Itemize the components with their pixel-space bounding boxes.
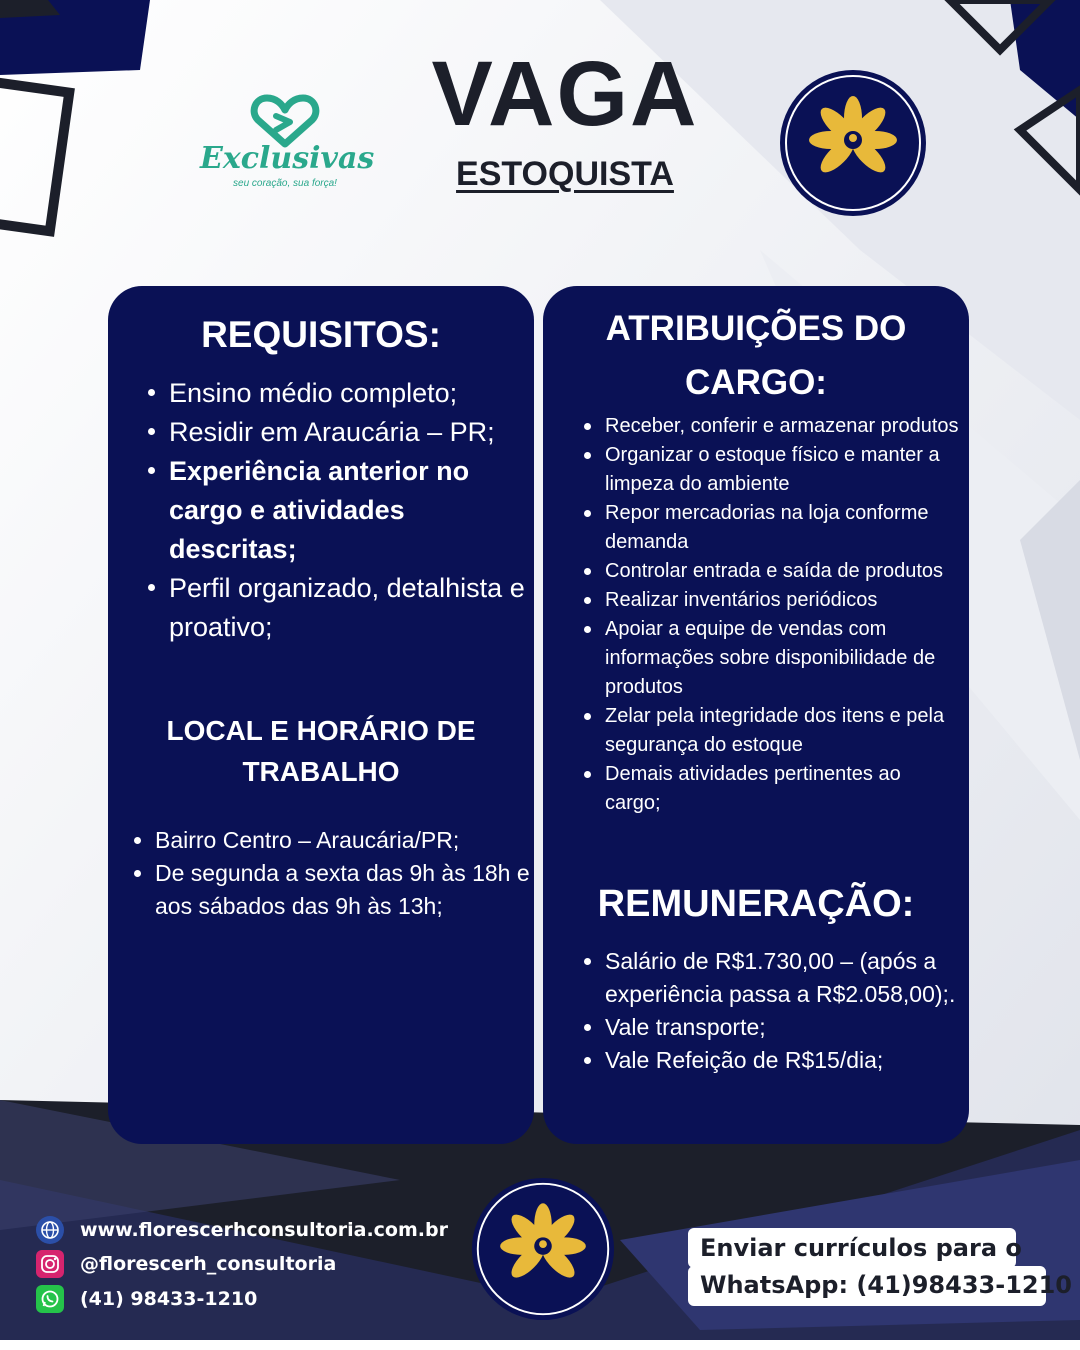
list-item: Experiência anterior no cargo e atividades descritas;	[169, 452, 529, 569]
list-item: Realizar inventários periódicos	[605, 586, 960, 615]
globe-icon	[36, 1216, 64, 1244]
list-item: Salário de R$1.730,00 – (após a experiência passa a R$2.058,00);.	[605, 945, 965, 1011]
brand-name: Exclusivas	[200, 141, 375, 176]
list-item: De segunda a sexta das 9h às 18h e aos sábados das 9h às 13h;	[155, 857, 530, 923]
list-item: Receber, conferir e armazenar produtos	[605, 412, 960, 441]
cta-line2: WhatsApp: (41)98433-1210	[700, 1271, 1072, 1299]
instagram-text: @florescerh_consultoria	[80, 1253, 337, 1275]
whatsapp-text: (41) 98433-1210	[80, 1288, 258, 1310]
list-item: Organizar o estoque físico e manter a limpeza do ambiente	[605, 441, 960, 499]
list-item: Bairro Centro – Araucária/PR;	[155, 824, 530, 857]
instagram-link[interactable]	[36, 1250, 456, 1278]
list-item: Demais atividades pertinentes ao cargo;	[605, 760, 960, 818]
duties-card	[543, 286, 969, 1144]
remuneracao-list	[605, 945, 965, 1077]
list-item: Vale transporte;	[605, 1011, 965, 1044]
job-title: ESTOQUISTA	[456, 155, 674, 193]
florescerh-seal-logo-footer	[470, 1176, 620, 1326]
list-item: Perfil organizado, detalhista e proativo;	[169, 569, 529, 647]
page-title: VAGA	[431, 43, 699, 145]
instagram-icon	[36, 1250, 64, 1278]
brand-tagline: seu coração, sua força!	[233, 178, 337, 189]
list-item: Vale Refeição de R$15/dia;	[605, 1044, 965, 1077]
list-item: Apoiar a equipe de vendas com informações sobre disponibilidade de produtos	[605, 615, 960, 702]
whatsapp-icon	[36, 1285, 64, 1313]
requisitos-heading: REQUISITOS:	[201, 314, 441, 355]
cta-box	[688, 1228, 1072, 1306]
exclusivas-logo	[200, 92, 375, 192]
list-item: Repor mercadorias na loja conforme demanda	[605, 499, 960, 557]
whatsapp-link[interactable]	[36, 1285, 456, 1313]
florescerh-seal-logo	[778, 68, 928, 218]
list-item: Zelar pela integridade dos itens e pela segurança do estoque	[605, 702, 960, 760]
list-item: Ensino médio completo;	[169, 374, 529, 413]
website-text: www.florescerhconsultoria.com.br	[80, 1219, 448, 1241]
list-item: Residir em Araucária – PR;	[169, 413, 529, 452]
atribuicoes-heading: ATRIBUIÇÕES DO CARGO:	[605, 309, 907, 402]
website-link[interactable]	[36, 1216, 456, 1244]
remuneracao-heading: REMUNERAÇÃO:	[597, 883, 915, 925]
requirements-card	[108, 286, 534, 1144]
cta-line1: Enviar currículos para o	[700, 1234, 1022, 1262]
local-list	[155, 824, 530, 923]
atribuicoes-list	[605, 412, 960, 818]
local-heading: LOCAL E HORÁRIO DE TRABALHO	[166, 715, 476, 787]
requisitos-list	[169, 374, 529, 647]
list-item: Controlar entrada e saída de produtos	[605, 557, 960, 586]
